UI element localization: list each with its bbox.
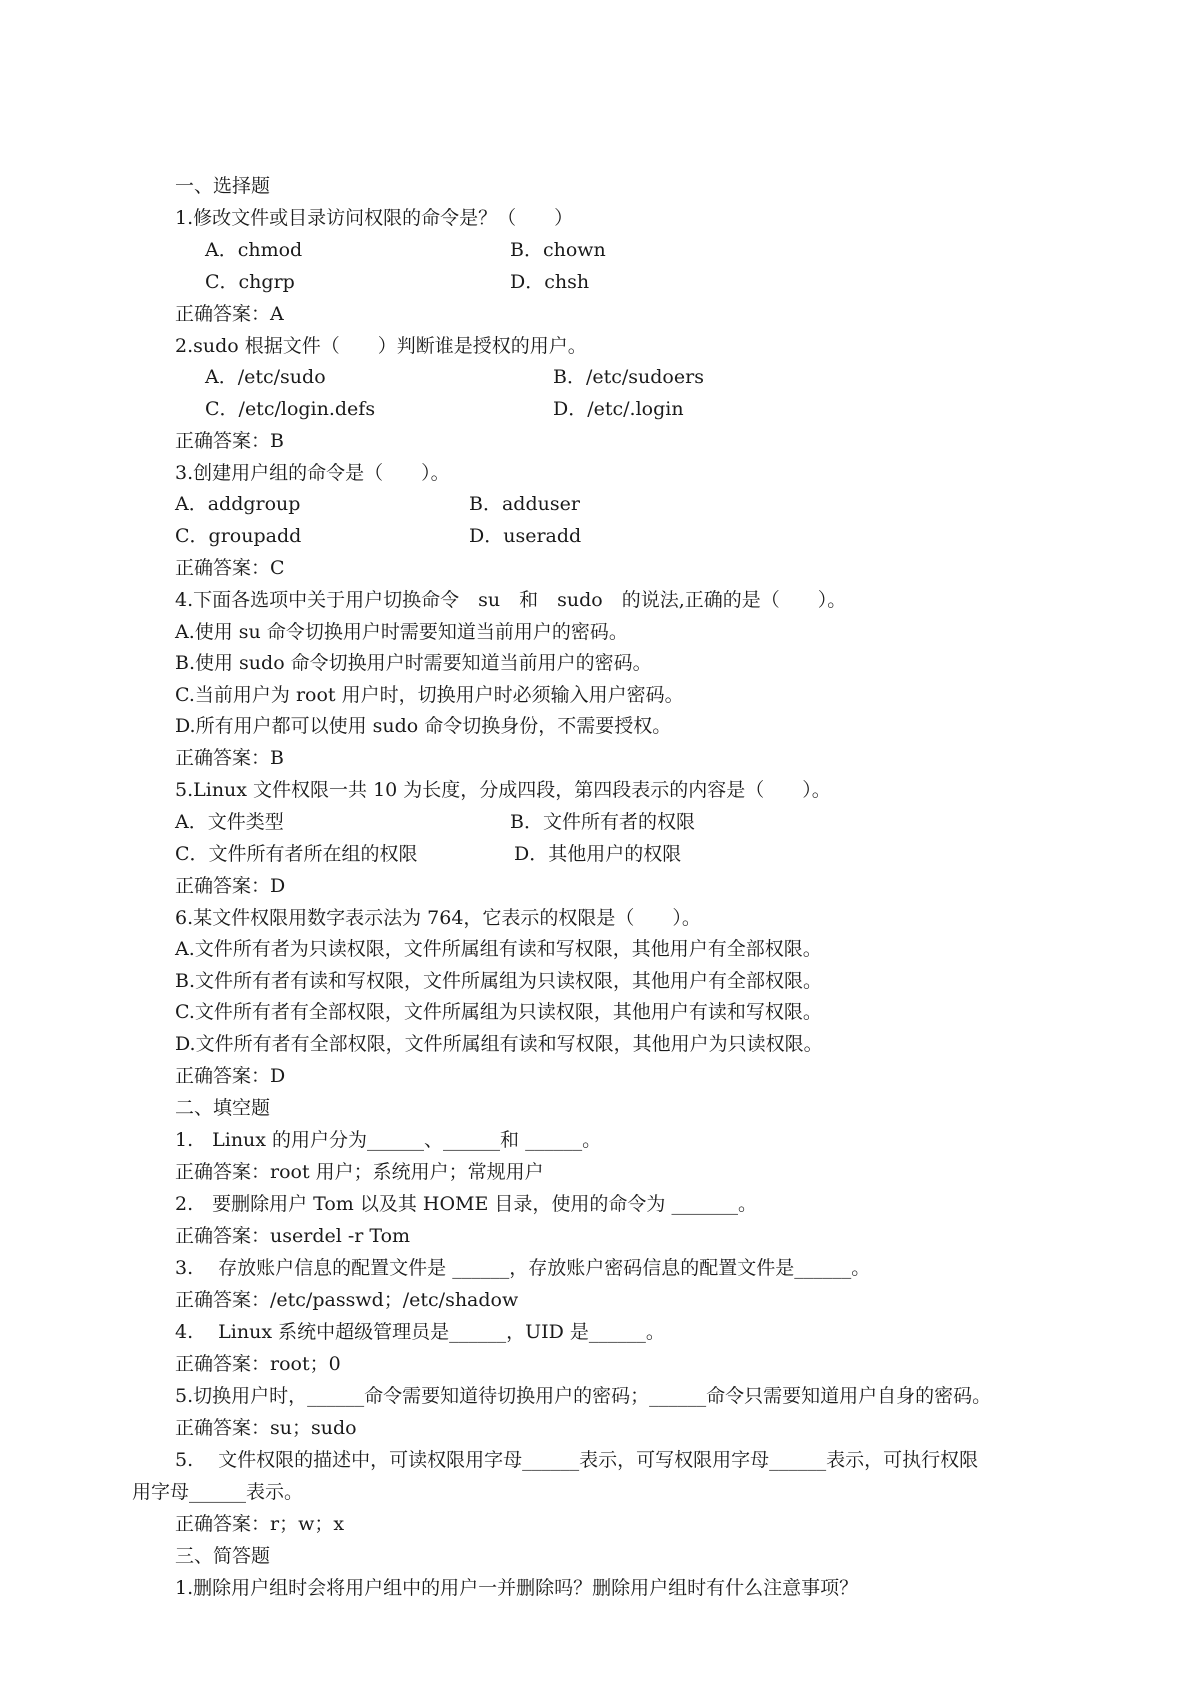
fill-answer-3: 正确答案：/etc/passwd；/etc/shadow [175, 1289, 519, 1311]
fill-answer-4: 正确答案：root；0 [175, 1353, 341, 1375]
fill-question-5: 5.切换用户时，______命令需要知道待切换用户的密码；______命令只需要知道用户自身的密码。 [175, 1385, 992, 1407]
fill-question-4: 4. Linux 系统中超级管理员是______，UID 是______。 [175, 1321, 665, 1343]
choice-3-option-a: A．addgroup [175, 493, 301, 515]
choice-6-option-d: D.文件所有者有全部权限，文件所属组有读和写权限，其他用户为只读权限。 [175, 1033, 823, 1055]
choice-question-2: 2.sudo 根据文件（ ）判断谁是授权的用户。 [175, 335, 587, 357]
choice-1-option-b: B．chown [510, 239, 606, 261]
section-title-fill: 二、填空题 [175, 1097, 271, 1119]
choice-3-option-c: C．groupadd [175, 525, 302, 547]
choice-3-option-b: B．adduser [469, 493, 580, 515]
choice-answer-2: 正确答案：B [175, 430, 284, 452]
section-title-short: 三、简答题 [175, 1545, 271, 1567]
choice-1-option-a: A．chmod [205, 239, 303, 261]
choice-answer-6: 正确答案：D [175, 1065, 286, 1087]
choice-answer-5: 正确答案：D [175, 875, 286, 897]
fill-answer-2: 正确答案：userdel -r Tom [175, 1225, 411, 1247]
fill-answer-6: 正确答案：r；w；x [175, 1513, 345, 1535]
choice-2-option-c: C．/etc/login.defs [205, 398, 376, 420]
fill-question-6-line-2: 用字母______表示。 [132, 1481, 304, 1503]
choice-5-option-d: D．其他用户的权限 [514, 843, 682, 865]
choice-1-option-c: C．chgrp [205, 271, 295, 293]
choice-2-option-b: B．/etc/sudoers [553, 366, 704, 388]
choice-answer-4: 正确答案：B [175, 747, 284, 769]
choice-question-1: 1.修改文件或目录访问权限的命令是？（ ） [175, 207, 574, 229]
choice-4-option-c: C.当前用户为 root 用户时，切换用户时必须输入用户密码。 [175, 684, 684, 706]
choice-4-option-d: D.所有用户都可以使用 sudo 命令切换身份，不需要授权。 [175, 715, 672, 737]
choice-question-4: 4.下面各选项中关于用户切换命令 su 和 sudo 的说法,正确的是（ ）。 [175, 589, 847, 611]
short-question-1: 1.删除用户组时会将用户组中的用户一并删除吗？删除用户组时有什么注意事项？ [175, 1577, 859, 1599]
choice-5-option-a: A．文件类型 [175, 811, 284, 833]
choice-6-option-b: B.文件所有者有读和写权限，文件所属组为只读权限，其他用户有全部权限。 [175, 970, 823, 992]
choice-6-option-a: A.文件所有者为只读权限，文件所属组有读和写权限，其他用户有全部权限。 [175, 938, 822, 960]
choice-1-option-d: D．chsh [510, 271, 590, 293]
choice-question-6: 6.某文件权限用数字表示法为 764，它表示的权限是（ ）。 [175, 907, 701, 929]
choice-2-option-d: D．/etc/.login [553, 398, 684, 420]
choice-question-5: 5.Linux 文件权限一共 10 为长度，分成四段，第四段表示的内容是（ ）。 [175, 779, 831, 801]
choice-4-option-a: A.使用 su 命令切换用户时需要知道当前用户的密码。 [175, 621, 628, 643]
choice-6-option-c: C.文件所有者有全部权限，文件所属组为只读权限，其他用户有读和写权限。 [175, 1001, 822, 1023]
fill-question-2: 2. 要删除用户 Tom 以及其 HOME 目录，使用的命令为 _______。 [175, 1193, 757, 1215]
choice-5-option-c: C．文件所有者所在组的权限 [175, 843, 418, 865]
fill-answer-5: 正确答案：su；sudo [175, 1417, 357, 1439]
choice-2-option-a: A．/etc/sudo [205, 366, 326, 388]
choice-question-3: 3.创建用户组的命令是（ ）。 [175, 462, 450, 484]
section-title-choice: 一、选择题 [175, 175, 271, 197]
choice-5-option-b: B．文件所有者的权限 [510, 811, 695, 833]
choice-answer-3: 正确答案：C [175, 557, 285, 579]
choice-4-option-b: B.使用 sudo 命令切换用户时需要知道当前用户的密码。 [175, 652, 652, 674]
fill-question-3: 3. 存放账户信息的配置文件是 ______，存放账户密码信息的配置文件是______。 [175, 1257, 871, 1279]
choice-3-option-d: D．useradd [469, 525, 582, 547]
fill-answer-1: 正确答案：root 用户；系统用户；常规用户 [175, 1161, 544, 1183]
fill-question-1: 1. Linux 的用户分为______、______和 ______。 [175, 1129, 602, 1151]
fill-question-6-line-1: 5. 文件权限的描述中，可读权限用字母______表示，可写权限用字母______表示，可执行权限 [175, 1449, 979, 1471]
choice-answer-1: 正确答案：A [175, 303, 284, 325]
